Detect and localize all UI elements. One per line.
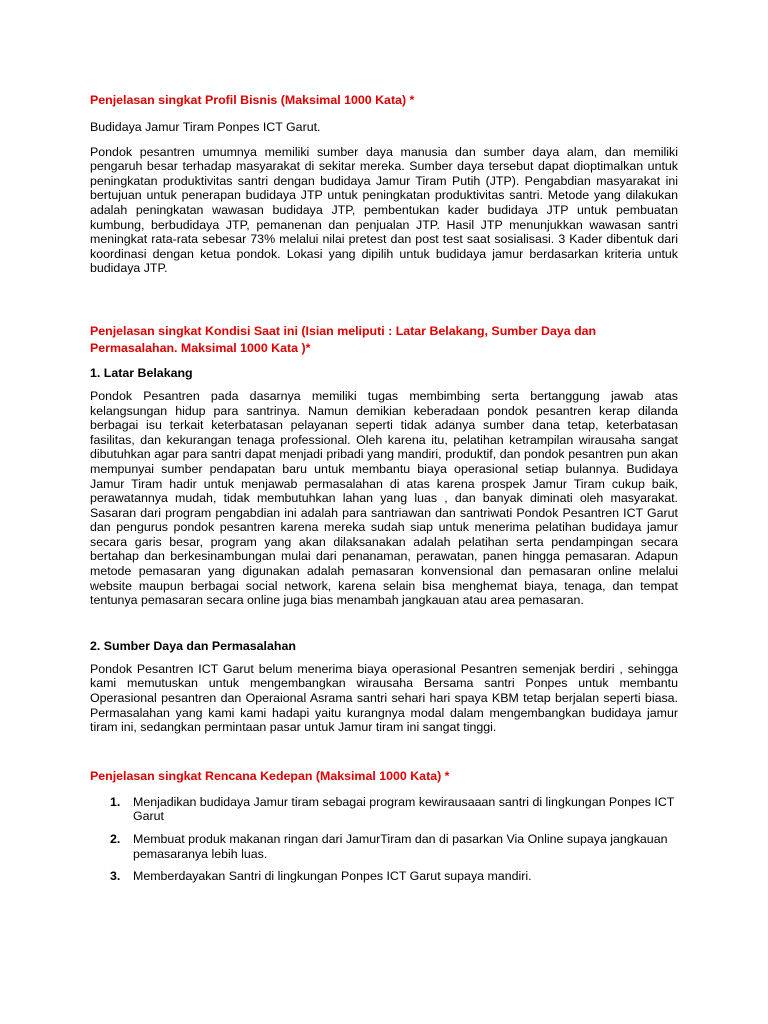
list-item (90, 795, 678, 824)
list-item-text: Memberdayakan Santri di lingkungan Ponpes ICT Garut supaya mandiri. (133, 869, 532, 884)
rencana-heading: Penjelasan singkat Rencana Kedepan (Maksimal 1000 Kata) * (90, 768, 450, 783)
profil-heading: Penjelasan singkat Profil Bisnis (Maksimal 1000 Kata) * (90, 93, 415, 107)
list-item-text: Menjadikan budidaya Jamur tiram sebagai program kewirausaaan santri di lingkungan Ponpes ICT Garut (133, 794, 675, 824)
profil-subtitle: Budidaya Jamur Tiram Ponpes ICT Garut. (90, 120, 321, 134)
profil-paragraph: Pondok pesantren umumnya memiliki sumber daya manusia dan sumber daya alam, dan memiliki pengaruh besar terhadap masyarakat di sekitar mereka. Sumber daya tersebut dapat dioptimalkan untuk peningkatan produktivitas santri dengan budidaya Jamur Tiram Putih (JTP). Pengabdian masyarakat ini bertujuan untuk penerapan budidaya JTP untuk peningkatan produktivitas santri. Metode yang dilakukan adalah peningkatan wawasan budidaya JTP, pembentukan kader budidaya JTP untuk pembuatan kumbung, berbudidaya JTP, pemanenan dan penjualan JTP. Hasil JTP menunjukkan wawasan santri meningkat rata-rata sebesar 73% melalui nilai pretest dan post test saat sosialisasi. 3 Kader dibentuk dari koordinasi dengan ketua pondok. Lokasi yang dipilih untuk budidaya jamur berdasarkan kriteria untuk budidaya JTP. (90, 144, 678, 276)
list-item-number: 1. (110, 794, 121, 809)
list-item (90, 869, 678, 884)
kondisi-heading: Penjelasan singkat Kondisi Saat ini (Isian meliputi : Latar Belakang, Sumber Daya dan Permasalahan. Maksimal 1000 Kata )* (90, 323, 597, 355)
sumber-daya-paragraph: Pondok Pesantren ICT Garut belum menerima biaya operasional Pesantren semenjak berdiri , sehingga kami memutuskan untuk mengembangkan wirausaha Bersama santri Ponpes untuk membantu Operasional pesantren dan Operaional Asrama santri sehari hari spaya KBM tetap berjalan seperti biasa. Permasalahan yang kami kami hadapi yaitu kurangnya modal dalam mengembangkan budidaya jamur tiram ini, sedangkan permintaan pasar untuk Jamur tiram ini sangat tinggi. (90, 661, 678, 735)
sumber-daya-title: 2. Sumber Daya dan Permasalahan (90, 638, 296, 653)
rencana-list (90, 795, 678, 884)
list-item-number: 2. (110, 832, 121, 846)
list-item-number: 3. (110, 869, 121, 884)
list-item-text: Membuat produk makanan ringan dari JamurTiram dan di pasarkan Via Online supaya jangkauan pemasaranya lebih luas. (133, 832, 668, 861)
document-page (90, 92, 678, 884)
latar-belakang-title: 1. Latar Belakang (90, 365, 193, 380)
latar-belakang-paragraph: Pondok Pesantren pada dasarnya memiliki tugas membimbing serta bertanggung jawab atas kelangsungan hidup para santrinya. Namun demikian keberadaan pondok pesantren kerap dilanda berbagai isu terkait keterbatasan pelayanan seperti tidak adanya sumber dana tetap, keterbatasan fasilitas, dan kekurangan tenaga professional. Oleh karena itu, pelatihan ketrampilan wirausaha sangat dibutuhkan agar para santri dapat menjadi pribadi yang mandiri, produktif, dan pondok pesantren pun akan mempunyai sumber pendapatan baru untuk membantu biaya operasional setiap bulannya. Budidaya Jamur Tiram hadir untuk menjawab permasalahan di atas karena prospek Jamur Tiram cukup baik, perawatannya mudah, tidak membutuhkan lahan yang luas , dan banyak diminati oleh masyarakat. Sasaran dari program pengabdian ini adalah para santriawan dan santriwati Pondok Pesantren ICT Garut dan pengurus pondok pesantren karena mereka sudah siap untuk menerima pelatihan budidaya jamur secara garis besar, program yang akan dilaksanakan adalah pelatihan serta pendampingan secara bertahap dan berkesinambungan mulai dari penanaman, perawatan, panen hingga pemasaran. Adapun metode pemasaran yang digunakan adalah pemasaran konvensional dan pemasaran online melalui website maupun berbagai social network, karena selain bisa menghemat biaya, tenaga, dan tempat tentunya pemasaran secara online juga bias menambah jangkauan atau area pemasaran. (90, 388, 678, 608)
list-item (90, 832, 678, 861)
